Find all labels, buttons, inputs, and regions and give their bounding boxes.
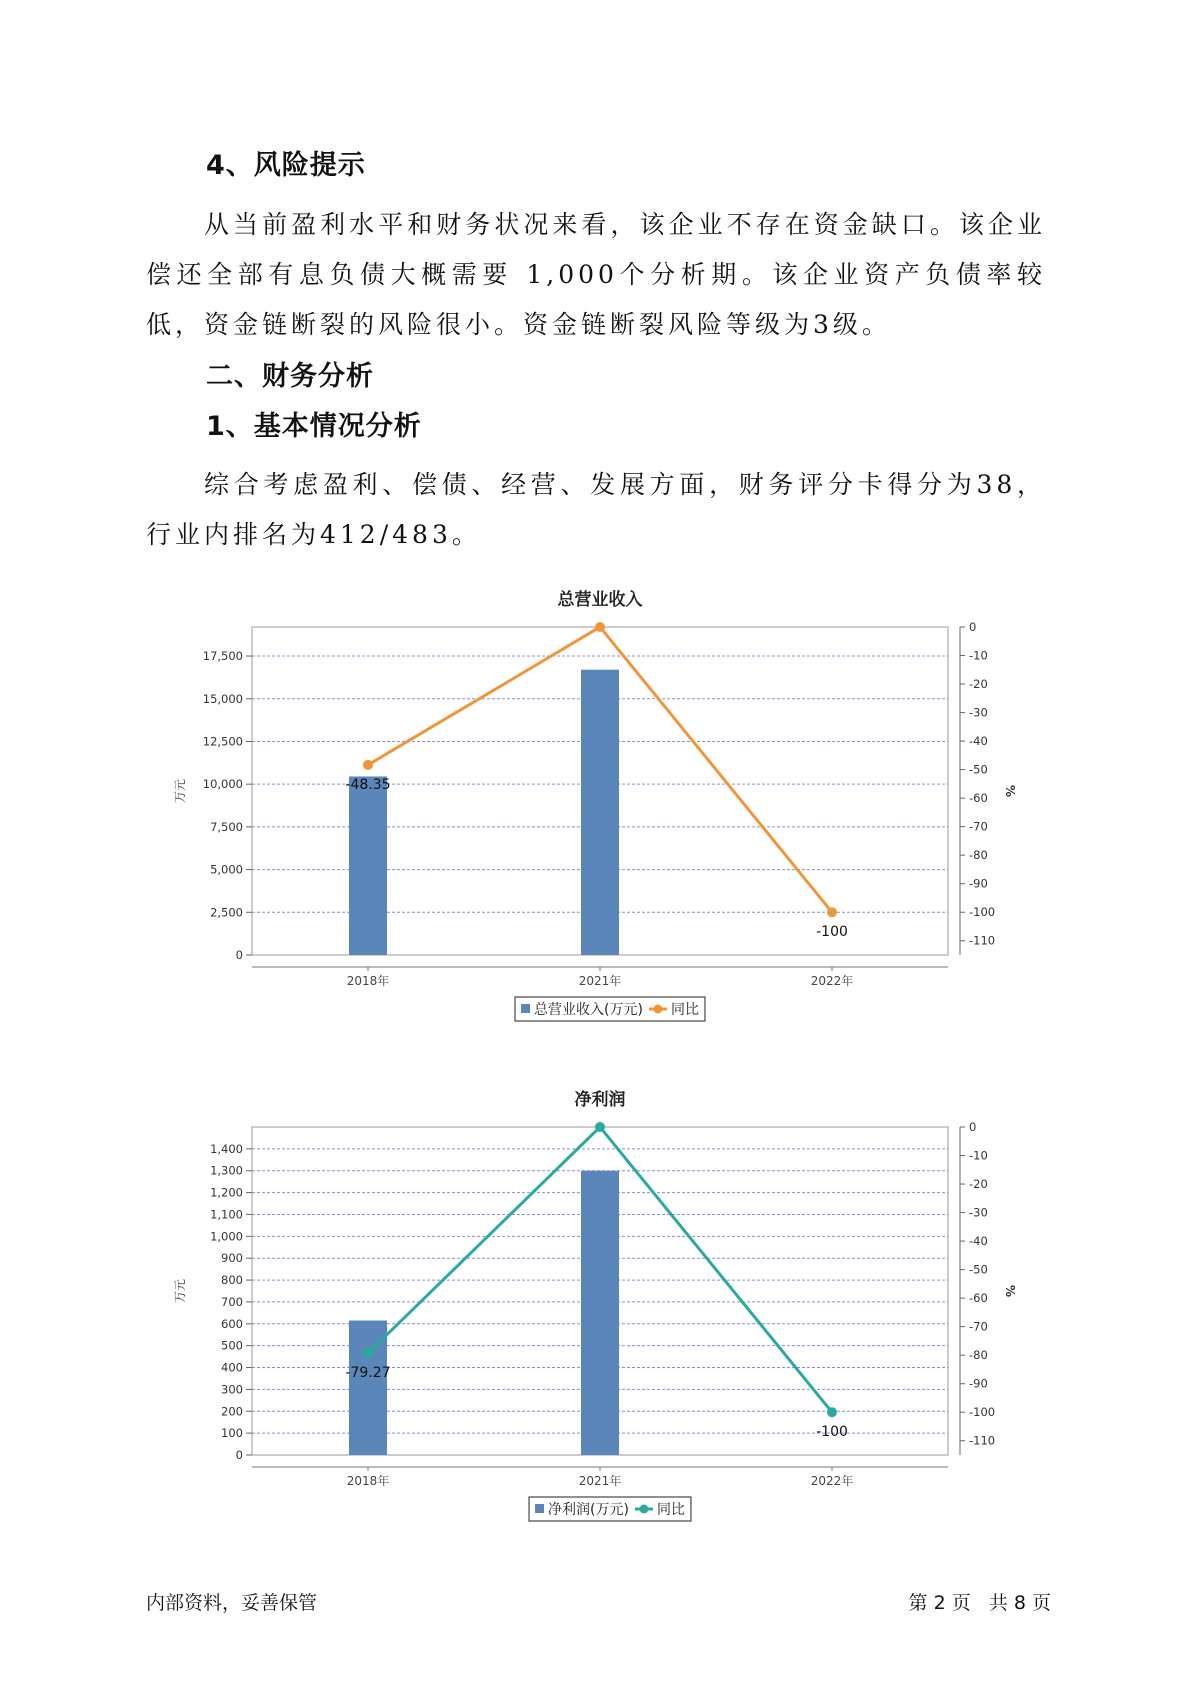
y-tick-label: 7,500 <box>210 819 243 834</box>
data-label: -100 <box>816 924 848 941</box>
y2-tick-label: -80 <box>969 1348 988 1363</box>
footer-confidential: 内部资料，妥善保管 <box>146 1592 318 1614</box>
y2-tick-label: -90 <box>969 876 988 891</box>
y-tick-label: 15,000 <box>202 691 243 706</box>
x-tick-label: 2022年 <box>810 1474 854 1488</box>
y-tick-label: 1,000 <box>210 1229 243 1244</box>
y-tick-label: 0 <box>235 948 243 962</box>
y2-tick-label: -10 <box>969 1148 988 1163</box>
y2-tick-label: -60 <box>969 1291 988 1306</box>
y-tick-label: 17,500 <box>202 649 243 664</box>
y-tick-label: 1,400 <box>210 1141 243 1156</box>
bar <box>349 776 387 955</box>
bar <box>581 670 619 955</box>
y2-tick-label: -50 <box>969 762 988 777</box>
data-label: -48.35 <box>345 776 391 793</box>
y-tick-label: 0 <box>235 1448 243 1462</box>
x-tick-label: 2021年 <box>578 974 622 988</box>
revenue-chart <box>170 575 1017 1035</box>
y2-tick-label: -100 <box>969 1405 996 1420</box>
yoy-point <box>595 1122 605 1132</box>
section-heading-financial: 二、财务分析 <box>206 361 374 392</box>
y-tick-label: 1,200 <box>210 1185 243 1200</box>
y-tick-label: 600 <box>221 1316 243 1331</box>
y2-tick-label: -70 <box>969 819 988 834</box>
x-tick-label: 2021年 <box>578 1474 622 1488</box>
y-tick-label: 10,000 <box>202 777 243 792</box>
y2-tick-label: -110 <box>969 933 996 948</box>
legend-label-line: 同比 <box>656 1502 685 1518</box>
yoy-point <box>827 1407 837 1417</box>
y2-tick-label: -30 <box>969 705 988 720</box>
revenue-chart-svg <box>170 575 1017 1035</box>
y-tick-label: 300 <box>221 1382 243 1397</box>
risk-paragraph: 从当前盈利水平和财务状况来看，该企业不存在资金缺口。该企业偿还全部有息负债大概需要 1,000个分析期。该企业资产负债率较低，资金链断裂的风险很小。资金链断裂风险等级为3级。 <box>146 210 1046 339</box>
legend-swatch-dot <box>639 1505 648 1514</box>
y-tick-label: 5,000 <box>210 862 243 877</box>
net-profit-chart <box>170 1075 1017 1535</box>
section-heading-basic: 1、基本情况分析 <box>206 411 422 442</box>
y2-tick-label: -10 <box>969 648 988 663</box>
y2-tick-label: -60 <box>969 791 988 806</box>
legend-label-bar: 总营业收入(万元) <box>534 1002 643 1018</box>
section-heading-risk: 4、风险提示 <box>206 150 366 181</box>
y-tick-label: 200 <box>221 1404 243 1419</box>
chart-title: 总营业收入 <box>557 590 643 610</box>
y-axis-label: 万元 <box>173 1278 187 1304</box>
data-label: -79.27 <box>345 1365 391 1382</box>
footer-page-number: 第 2 页 共 8 页 <box>908 1592 1051 1614</box>
y2-tick-label: -100 <box>969 905 996 920</box>
x-tick-label: 2018年 <box>346 974 390 988</box>
data-label: -100 <box>816 1424 848 1441</box>
y-tick-label: 800 <box>221 1273 243 1288</box>
y-tick-label: 400 <box>221 1360 243 1375</box>
bar <box>581 1171 619 1455</box>
legend-label-bar: 净利润(万元) <box>548 1502 629 1518</box>
y2-tick-label: 0 <box>969 1120 977 1134</box>
y2-tick-label: -40 <box>969 1234 988 1249</box>
yoy-point <box>363 1348 373 1358</box>
y2-tick-label: -70 <box>969 1319 988 1334</box>
basic-paragraph: 综合考虑盈利、偿债、经营、发展方面，财务评分卡得分为38，行业内排名为412/483。 <box>146 470 1046 549</box>
y2-tick-label: -20 <box>969 1177 988 1192</box>
y-tick-label: 1,300 <box>210 1163 243 1178</box>
yoy-point <box>827 907 837 917</box>
y-tick-label: 100 <box>221 1426 243 1441</box>
legend-swatch-bar <box>535 1504 544 1513</box>
y-tick-label: 2,500 <box>210 905 243 920</box>
y-axis-label: 万元 <box>173 778 187 804</box>
y2-tick-label: -50 <box>969 1262 988 1277</box>
y2-tick-label: -40 <box>969 734 988 749</box>
y2-tick-label: -30 <box>969 1205 988 1220</box>
y-tick-label: 900 <box>221 1251 243 1266</box>
y-tick-label: 500 <box>221 1338 243 1353</box>
yoy-point <box>595 622 605 632</box>
chart-title: 净利润 <box>574 1090 626 1110</box>
x-tick-label: 2022年 <box>810 974 854 988</box>
y-tick-label: 700 <box>221 1294 243 1309</box>
y-tick-label: 12,500 <box>202 734 243 749</box>
y2-axis-label: % <box>1003 1284 1017 1298</box>
y-tick-label: 1,100 <box>210 1207 243 1222</box>
net-profit-chart-svg <box>170 1075 1017 1535</box>
y2-tick-label: -110 <box>969 1433 996 1448</box>
legend-label-line: 同比 <box>670 1002 699 1018</box>
y2-tick-label: -20 <box>969 677 988 692</box>
yoy-point <box>363 760 373 770</box>
y2-tick-label: 0 <box>969 620 977 634</box>
x-tick-label: 2018年 <box>346 1474 390 1488</box>
y2-tick-label: -90 <box>969 1376 988 1391</box>
y2-tick-label: -80 <box>969 848 988 863</box>
legend-swatch-dot <box>653 1005 662 1014</box>
legend-swatch-bar <box>521 1004 530 1013</box>
y2-axis-label: % <box>1003 784 1017 798</box>
